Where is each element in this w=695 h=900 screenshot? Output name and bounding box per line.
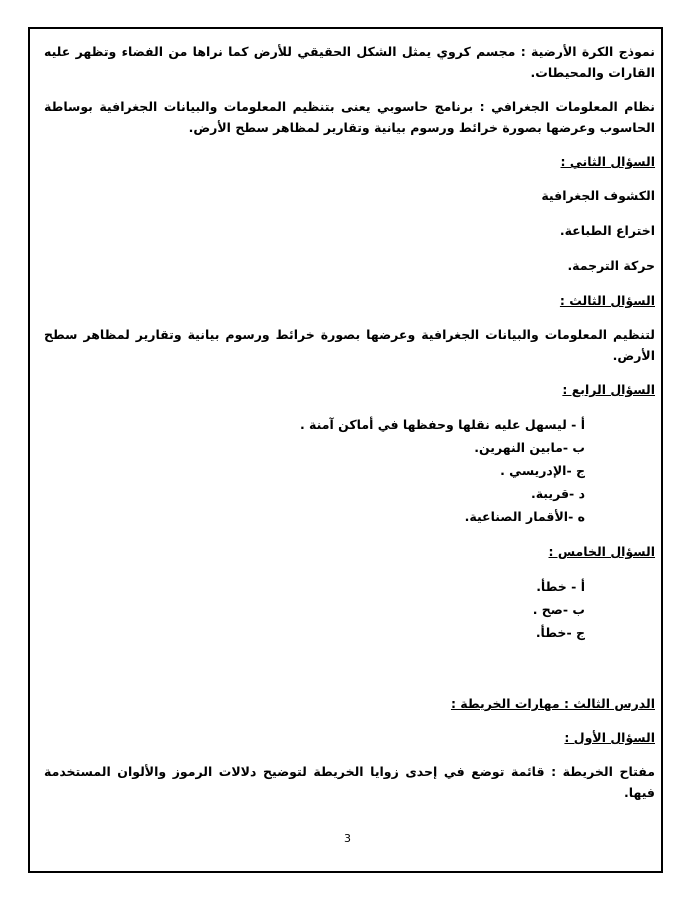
question3-answer: لتنظيم المعلومات والبيانات الجغرافية وعرضها بصورة خرائط ورسوم بيانية وتقارير لمظاهر سطح الأرض. bbox=[44, 327, 655, 363]
question4-list bbox=[44, 413, 655, 528]
question2-answer: الكشوف الجغرافية bbox=[541, 188, 655, 203]
list-item: ب -صح . bbox=[532, 602, 585, 617]
globe-model-definition: نموذج الكرة الأرضية : مجسم كروي يمثل الشكل الحقيقي للأرض كما نراها من الفضاء وتظهر عليه القارات والمحيطات. bbox=[44, 44, 655, 80]
question3-heading: السؤال الثالث : bbox=[559, 293, 655, 308]
gis-definition: نظام المعلومات الجغرافي : برنامج حاسوبي يعنى بتنظيم المعلومات والبيانات الجغرافية بوساطة الحاسوب وعرضها بصورة خرائط ورسوم بيانية وتقارير لمظاهر سطح الأرض. bbox=[44, 99, 655, 135]
list-item: ه -الأقمار الصناعية. bbox=[464, 509, 585, 524]
question4-heading: السؤال الرابع : bbox=[562, 382, 655, 397]
question5-heading: السؤال الخامس : bbox=[548, 544, 655, 559]
lesson3-question1-heading: السؤال الأول : bbox=[564, 730, 655, 745]
list-item: أ - ليسهل عليه نقلها وحفظها في أماكن آمنة . bbox=[299, 417, 585, 432]
question2-heading: السؤال الثاني : bbox=[560, 154, 655, 169]
list-item: ب -مابين النهرين. bbox=[474, 440, 585, 455]
lesson3-heading: الدرس الثالث : مهارات الخريطة : bbox=[450, 696, 655, 711]
question2-answer: حركة الترجمة. bbox=[567, 258, 655, 273]
map-key-definition: مفتاح الخريطة : قائمة توضع في إحدى زوايا الخريطة لتوضيح دلالات الرموز والألوان المستخدمة فيها. bbox=[44, 764, 655, 800]
list-item: د -قريبة. bbox=[530, 486, 585, 501]
list-item: ج -الإدريسي . bbox=[500, 463, 585, 478]
question2-answer: اختراع الطباعة. bbox=[559, 223, 655, 238]
page-number: 3 bbox=[344, 832, 351, 845]
list-item: ج -خطأ. bbox=[535, 625, 585, 640]
question5-list bbox=[44, 575, 655, 644]
list-item: أ - خطأ. bbox=[536, 579, 585, 594]
document-body bbox=[44, 41, 655, 816]
spacer bbox=[44, 657, 655, 693]
